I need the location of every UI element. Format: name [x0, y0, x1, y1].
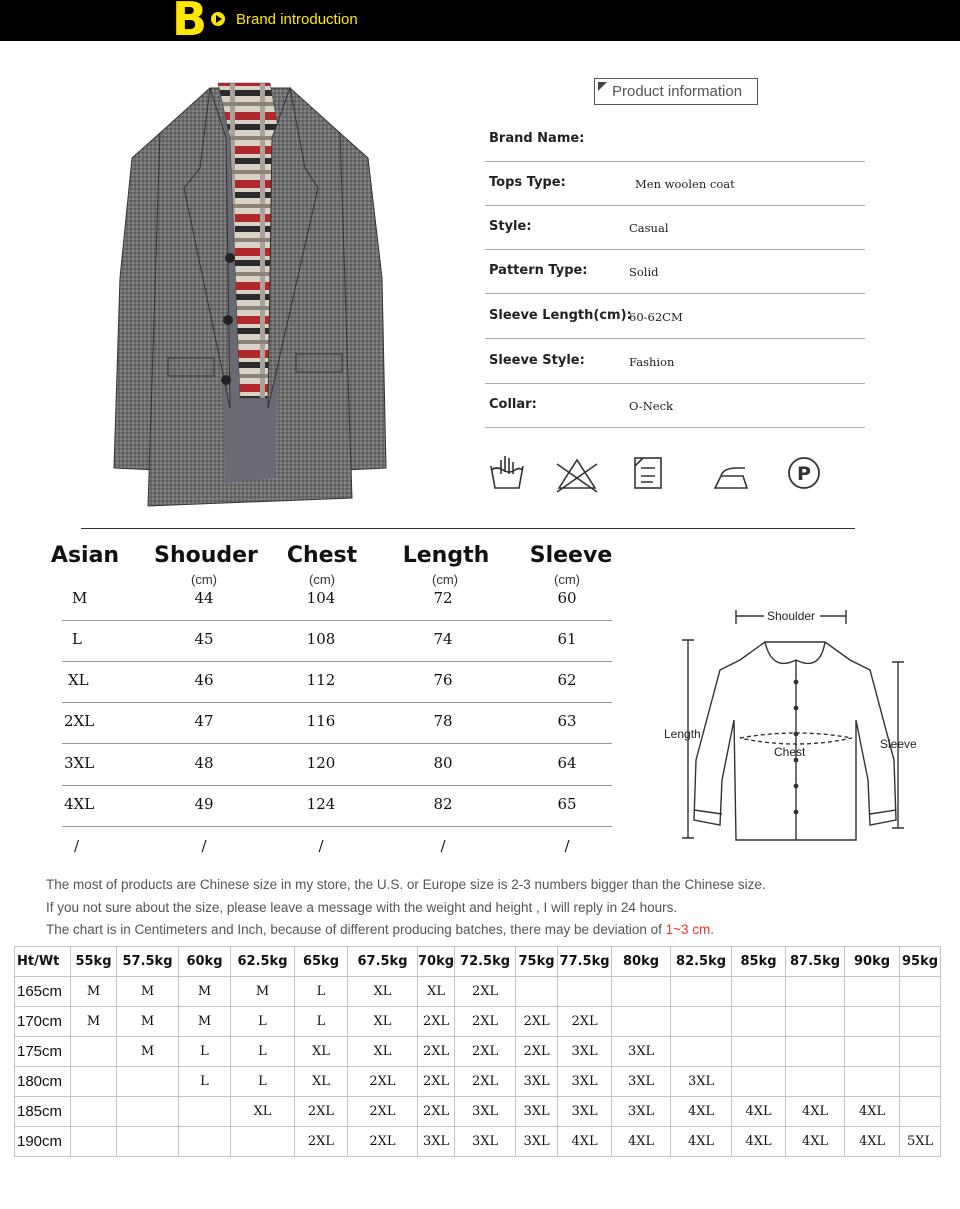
height-cell: 170cm	[15, 1007, 71, 1037]
size-cell: M	[179, 977, 231, 1007]
size-cell: 65	[557, 795, 577, 813]
size-cell: /	[564, 837, 570, 855]
size-cell: 3XL	[612, 1097, 671, 1127]
height-cell: 190cm	[15, 1127, 71, 1157]
size-cell: M	[117, 1037, 179, 1067]
size-cell	[558, 977, 612, 1007]
table-row	[15, 1007, 941, 1037]
col-header-asian: Asian	[50, 543, 120, 568]
size-cell: XL	[348, 977, 418, 1007]
size-cell: XL	[418, 977, 455, 1007]
size-cell: 5XL	[900, 1127, 941, 1157]
size-cell	[231, 1127, 295, 1157]
diagram-label-sleeve: Sleeve	[880, 737, 917, 751]
info-key: Brand Name:	[489, 131, 585, 146]
weight-header: 67.5kg	[348, 947, 418, 977]
size-cell	[732, 1067, 786, 1097]
size-cell	[786, 1037, 845, 1067]
size-cell: 44	[194, 589, 214, 607]
unit-label: (cm)	[554, 572, 580, 587]
play-icon	[211, 12, 225, 26]
measurement-diagram	[660, 600, 922, 845]
size-cell: 3XL	[455, 1097, 516, 1127]
size-cell: 4XL	[732, 1127, 786, 1157]
size-cell: 104	[306, 589, 336, 607]
size-cell	[732, 1007, 786, 1037]
size-cell: 3XL	[418, 1127, 455, 1157]
note-line-1: The most of products are Chinese size in my store, the U.S. or Europe size is 2-3 numbers bigger than the Chinese size.	[46, 877, 766, 892]
size-cell	[786, 1007, 845, 1037]
size-cell: 63	[557, 712, 577, 730]
info-key: Sleeve Length(cm):	[489, 308, 632, 323]
size-cell: 61	[557, 630, 577, 648]
size-cell: L	[295, 1007, 348, 1037]
height-cell: 185cm	[15, 1097, 71, 1127]
section-title: Brand introduction	[236, 11, 358, 28]
size-cell: 2XL	[348, 1127, 418, 1157]
size-cell: 62	[557, 671, 577, 689]
size-cell: L	[231, 1007, 295, 1037]
info-row-sleeve-length	[485, 295, 865, 339]
size-cell: /	[318, 837, 324, 855]
size-cell: L	[72, 630, 82, 648]
size-cell: L	[231, 1037, 295, 1067]
size-cell	[732, 1037, 786, 1067]
size-cell: 3XL	[558, 1067, 612, 1097]
weight-header: 75kg	[516, 947, 558, 977]
size-cell: XL	[348, 1037, 418, 1067]
weight-header: 77.5kg	[558, 947, 612, 977]
size-cell: 80	[433, 754, 453, 772]
size-cell	[117, 1067, 179, 1097]
size-cell: XL	[68, 671, 89, 689]
weight-header: 60kg	[179, 947, 231, 977]
size-cell: 3XL	[64, 754, 95, 772]
size-cell: M	[71, 977, 117, 1007]
size-row	[62, 745, 612, 786]
size-cell: 72	[433, 589, 453, 607]
weight-header: 85kg	[732, 947, 786, 977]
size-cell	[900, 1037, 941, 1067]
iron-icon	[715, 468, 747, 488]
info-value: 60-62CM	[629, 310, 683, 324]
size-cell: M	[71, 1007, 117, 1037]
size-cell: 2XL	[516, 1007, 558, 1037]
size-cell	[612, 1007, 671, 1037]
info-row-pattern	[485, 250, 865, 294]
size-cell: 2XL	[348, 1067, 418, 1097]
size-cell: 2XL	[418, 1037, 455, 1067]
table-row	[15, 1127, 941, 1157]
size-cell: 116	[306, 712, 336, 730]
dry-clean-icon	[789, 458, 819, 488]
col-header-length: Length	[402, 543, 490, 568]
size-cell: 120	[306, 754, 336, 772]
size-cell	[179, 1097, 231, 1127]
size-cell	[71, 1067, 117, 1097]
weight-header: 62.5kg	[231, 947, 295, 977]
size-cell	[179, 1127, 231, 1157]
weight-header: 87.5kg	[786, 947, 845, 977]
size-cell: M	[72, 589, 88, 607]
size-cell: 60	[557, 589, 577, 607]
info-row-sleeve-style	[485, 340, 865, 384]
size-cell: 2XL	[455, 1037, 516, 1067]
size-cell	[900, 1007, 941, 1037]
tumble-dry-icon	[635, 458, 661, 488]
size-row	[62, 580, 612, 621]
size-cell: 4XL	[845, 1127, 900, 1157]
size-cell	[671, 1037, 732, 1067]
weight-header: 80kg	[612, 947, 671, 977]
size-cell: 4XL	[732, 1097, 786, 1127]
size-cell: 112	[306, 671, 336, 689]
table-row	[15, 1097, 941, 1127]
unit-label: (cm)	[191, 572, 217, 587]
size-cell: 3XL	[516, 1067, 558, 1097]
weight-header: 55kg	[71, 947, 117, 977]
svg-text:P: P	[797, 463, 811, 485]
info-key: Pattern Type:	[489, 263, 588, 278]
size-cell: 3XL	[612, 1067, 671, 1097]
weight-header: 65kg	[295, 947, 348, 977]
info-value: Casual	[629, 221, 669, 235]
size-row	[62, 703, 612, 744]
size-cell: XL	[231, 1097, 295, 1127]
size-cell: 78	[433, 712, 453, 730]
height-cell: 180cm	[15, 1067, 71, 1097]
size-cell: 4XL	[671, 1097, 732, 1127]
weight-header: 57.5kg	[117, 947, 179, 977]
size-row	[62, 786, 612, 827]
note-text: The chart is in Centimeters and Inch, because of different producing batches, there may be deviation of	[46, 922, 666, 937]
height-cell: 165cm	[15, 977, 71, 1007]
info-row-collar	[485, 384, 865, 428]
info-row-tops-type	[485, 162, 865, 206]
corner-cell: Ht/Wt	[15, 947, 71, 977]
note-line-2: If you not sure about the size, please leave a message with the weight and height , I will reply in 24 hours.	[46, 900, 678, 915]
height-cell: 175cm	[15, 1037, 71, 1067]
no-bleach-icon	[557, 460, 597, 492]
diagram-label-length: Length	[664, 727, 701, 741]
coat-image	[100, 78, 400, 510]
size-cell	[612, 977, 671, 1007]
weight-header: 95kg	[900, 947, 941, 977]
size-cell: 2XL	[295, 1127, 348, 1157]
size-cell: 4XL	[845, 1097, 900, 1127]
info-key: Style:	[489, 219, 532, 234]
size-cell: L	[179, 1067, 231, 1097]
info-key: Sleeve Style:	[489, 353, 585, 368]
size-cell: 4XL	[671, 1127, 732, 1157]
size-cell: 82	[433, 795, 453, 813]
table-row	[15, 977, 941, 1007]
size-cell: 46	[194, 671, 214, 689]
diagram-label-chest: Chest	[774, 745, 806, 759]
size-cell: 64	[557, 754, 577, 772]
size-cell	[900, 1067, 941, 1097]
size-cell: M	[117, 977, 179, 1007]
size-cell	[786, 977, 845, 1007]
size-cell: /	[201, 837, 207, 855]
size-cell: 2XL	[455, 977, 516, 1007]
size-cell: 3XL	[671, 1067, 732, 1097]
size-cell: 2XL	[418, 1067, 455, 1097]
hand-wash-icon	[491, 456, 523, 488]
size-cell: L	[179, 1037, 231, 1067]
info-row-brand	[485, 118, 865, 162]
size-cell	[516, 977, 558, 1007]
size-row	[62, 662, 612, 703]
size-cell: 4XL	[786, 1127, 845, 1157]
size-cell: 3XL	[455, 1127, 516, 1157]
section-divider	[81, 528, 855, 529]
size-cell	[671, 1007, 732, 1037]
size-cell: 48	[194, 754, 214, 772]
info-value: Solid	[629, 265, 659, 279]
size-cell	[671, 977, 732, 1007]
care-icons	[485, 452, 835, 494]
size-cell: 2XL	[455, 1007, 516, 1037]
size-cell: 2XL	[418, 1097, 455, 1127]
unit-label: (cm)	[309, 572, 335, 587]
size-cell: 4XL	[786, 1097, 845, 1127]
size-cell: M	[117, 1007, 179, 1037]
weight-header: 72.5kg	[455, 947, 516, 977]
size-cell	[117, 1097, 179, 1127]
size-row	[62, 621, 612, 662]
size-cell	[900, 977, 941, 1007]
size-cell	[845, 1037, 900, 1067]
size-cell	[71, 1037, 117, 1067]
size-cell: 124	[306, 795, 336, 813]
size-cell: 2XL	[348, 1097, 418, 1127]
diagram-label-shoulder: Shoulder	[767, 609, 816, 623]
weight-header: 90kg	[845, 947, 900, 977]
size-cell: 47	[194, 712, 214, 730]
size-cell: XL	[295, 1067, 348, 1097]
section-letter: B	[172, 0, 208, 46]
info-key: Collar:	[489, 397, 537, 412]
size-cell: M	[179, 1007, 231, 1037]
info-value: Fashion	[629, 355, 675, 369]
size-cell: L	[231, 1067, 295, 1097]
size-cell	[71, 1127, 117, 1157]
size-cell: 2XL	[64, 712, 95, 730]
size-cell: 45	[194, 630, 214, 648]
size-cell	[786, 1067, 845, 1097]
size-cell: XL	[348, 1007, 418, 1037]
size-cell	[117, 1127, 179, 1157]
size-cell	[845, 1067, 900, 1097]
header-bar	[0, 0, 960, 46]
col-header-sleeve: Sleeve	[529, 543, 613, 568]
size-cell: 74	[433, 630, 453, 648]
size-cell: 108	[306, 630, 336, 648]
size-cell: 3XL	[612, 1037, 671, 1067]
size-cell: /	[74, 837, 80, 855]
size-cell: 4XL	[64, 795, 95, 813]
size-cell: L	[295, 977, 348, 1007]
size-cell: 2XL	[558, 1007, 612, 1037]
size-row	[62, 828, 612, 869]
size-cell: 2XL	[516, 1037, 558, 1067]
note-end: .	[710, 922, 715, 937]
size-cell: 2XL	[455, 1067, 516, 1097]
size-cell: /	[440, 837, 446, 855]
size-cell	[732, 977, 786, 1007]
note-highlight: 1~3 cm	[665, 922, 711, 937]
unit-label: (cm)	[432, 572, 458, 587]
table-row	[15, 1037, 941, 1067]
note-line-3	[46, 922, 714, 937]
info-row-style	[485, 206, 865, 250]
size-cell: 4XL	[558, 1127, 612, 1157]
size-cell: M	[231, 977, 295, 1007]
table-header-row	[15, 947, 941, 977]
size-cell: 3XL	[558, 1037, 612, 1067]
col-header-shoulder: Shouder	[154, 543, 258, 568]
size-cell: XL	[295, 1037, 348, 1067]
size-cell	[900, 1097, 941, 1127]
weight-header: 70kg	[418, 947, 455, 977]
size-cell: 3XL	[516, 1097, 558, 1127]
size-cell: 2XL	[295, 1097, 348, 1127]
size-cell	[845, 1007, 900, 1037]
info-key: Tops Type:	[489, 175, 566, 190]
height-weight-table	[14, 946, 941, 1157]
table-row	[15, 1067, 941, 1097]
size-cell: 3XL	[516, 1127, 558, 1157]
size-cell	[845, 977, 900, 1007]
size-cell: 49	[194, 795, 214, 813]
size-cell	[71, 1097, 117, 1127]
info-value: Men woolen coat	[635, 177, 735, 191]
col-header-chest: Chest	[286, 543, 358, 568]
size-cell: 4XL	[612, 1127, 671, 1157]
info-value: O-Neck	[629, 399, 674, 413]
size-cell: 3XL	[558, 1097, 612, 1127]
product-info-label: Product information	[594, 78, 758, 105]
weight-header: 82.5kg	[671, 947, 732, 977]
size-cell: 2XL	[418, 1007, 455, 1037]
size-cell: 76	[433, 671, 453, 689]
